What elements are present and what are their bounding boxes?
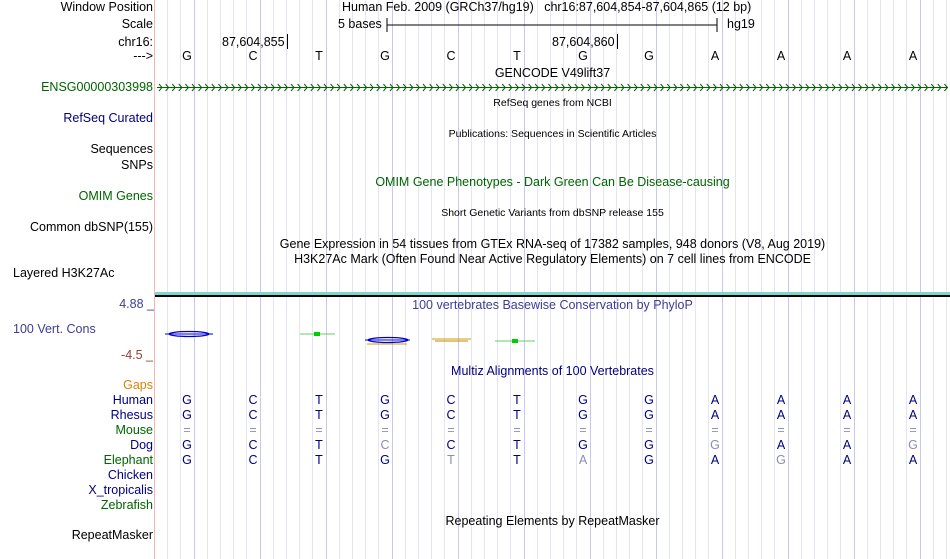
reference-base: G — [644, 49, 654, 63]
aligned-base: C — [380, 438, 390, 452]
aligned-base: G — [908, 438, 918, 452]
reference-base: C — [248, 49, 258, 63]
reference-base: A — [776, 49, 786, 63]
aligned-base: T — [513, 438, 521, 452]
aligned-base: G — [644, 408, 654, 422]
aligned-base: G — [644, 438, 654, 452]
aligned-base: G — [776, 453, 786, 467]
aligned-base: G — [182, 453, 192, 467]
aligned-base: A — [776, 408, 786, 422]
phylop-track-title[interactable]: 100 vertebrates Basewise Conservation by PhyloP — [412, 298, 693, 312]
coordinate-860: 87,604,860 — [552, 35, 615, 49]
reference-base: C — [446, 49, 456, 63]
window-position-value: Human Feb. 2009 (GRCh37/hg19) chr16:87,604,854-87,604,865 (12 bp) — [342, 0, 752, 14]
aligned-base: A — [842, 408, 852, 422]
aligned-base: = — [645, 423, 653, 437]
aligned-base: = — [183, 423, 191, 437]
aligned-base: = — [381, 423, 389, 437]
window-position-label: Window Position — [60, 0, 153, 14]
chrom-label: chr16: — [118, 35, 153, 49]
sequences-track-label[interactable]: Sequences — [90, 142, 153, 156]
aligned-base: T — [315, 453, 323, 467]
reference-base: T — [513, 49, 521, 63]
omim-track-label[interactable]: OMIM Genes — [78, 189, 153, 203]
aligned-base: T — [315, 393, 323, 407]
aligned-base: A — [842, 393, 852, 407]
aligned-base: G — [380, 393, 390, 407]
multiz-track-title[interactable]: Multiz Alignments of 100 Vertebrates — [451, 364, 654, 378]
aligned-base: = — [777, 423, 785, 437]
aligned-base: = — [513, 423, 521, 437]
aligned-base: G — [380, 453, 390, 467]
reference-base: A — [842, 49, 852, 63]
aligned-base: G — [578, 408, 588, 422]
aligned-base: = — [249, 423, 257, 437]
aligned-base: C — [446, 393, 456, 407]
phylop-min-value: -4.5 _ — [121, 348, 153, 362]
repeatmasker-track-label[interactable]: RepeatMasker — [71, 528, 153, 542]
aligned-base: A — [776, 393, 786, 407]
aligned-base: G — [182, 393, 192, 407]
phylop-max-value: 4.88 _ — [119, 297, 154, 311]
aligned-base: A — [908, 453, 918, 467]
aligned-base: A — [776, 438, 786, 452]
aligned-base: A — [842, 438, 852, 452]
conservation-separator-bar — [155, 292, 950, 297]
refseq-track-label[interactable]: RefSeq Curated — [63, 111, 153, 125]
aligned-base: T — [447, 453, 455, 467]
aligned-base: C — [446, 438, 456, 452]
aligned-base: G — [644, 393, 654, 407]
reference-base: G — [182, 49, 192, 63]
h3k27ac-track-title[interactable]: H3K27Ac Mark (Often Found Near Active Regulatory Elements) on 7 cell lines from ENCODE — [294, 252, 811, 266]
scale-label: Scale — [121, 17, 153, 31]
reference-base: T — [315, 49, 323, 63]
aligned-base: = — [843, 423, 851, 437]
phylop-track-label[interactable]: 100 Vert. Cons — [13, 322, 96, 336]
scale-text: 5 bases — [338, 17, 382, 31]
species-label[interactable]: Human — [112, 393, 153, 407]
aligned-base: G — [182, 408, 192, 422]
aligned-base: T — [315, 438, 323, 452]
scale-bar — [385, 16, 721, 34]
assembly-name: hg19 — [727, 17, 755, 31]
aligned-base: = — [447, 423, 455, 437]
snps-track-label[interactable]: SNPs — [121, 158, 153, 172]
gtex-track-title[interactable]: Gene Expression in 54 tissues from GTEx RNA-seq of 17382 samples, 948 donors (V8, Aug 2019) — [279, 237, 826, 251]
aligned-base: C — [248, 453, 258, 467]
reference-base: A — [710, 49, 720, 63]
coordinate-tick-860 — [617, 34, 618, 49]
gencode-gene-arrows[interactable] — [157, 82, 948, 93]
aligned-base: G — [578, 393, 588, 407]
aligned-base: A — [710, 453, 720, 467]
aligned-base: A — [710, 393, 720, 407]
aligned-base: A — [842, 453, 852, 467]
label-divider — [154, 0, 155, 559]
reference-base: G — [380, 49, 390, 63]
dbsnp-track-title[interactable]: Short Genetic Variants from dbSNP release 155 — [441, 207, 664, 219]
h3k27ac-track-label[interactable]: Layered H3K27Ac — [13, 266, 115, 280]
aligned-base: A — [578, 453, 588, 467]
aligned-base: G — [380, 408, 390, 422]
species-label[interactable]: Chicken — [107, 468, 153, 482]
coordinate-855: 87,604,855 — [222, 35, 285, 49]
gencode-track-title[interactable]: GENCODE V49lift37 — [494, 66, 611, 80]
aligned-base: G — [578, 438, 588, 452]
aligned-base: C — [248, 438, 258, 452]
gencode-gene-label[interactable]: ENSG00000303998 — [41, 80, 153, 94]
reference-base: G — [578, 49, 588, 63]
aligned-base: T — [513, 393, 521, 407]
aligned-base: C — [446, 408, 456, 422]
aligned-base: = — [711, 423, 719, 437]
omim-track-title[interactable]: OMIM Gene Phenotypes - Dark Green Can Be Disease-causing — [375, 175, 730, 189]
species-label[interactable]: X_tropicalis — [88, 483, 153, 497]
aligned-base: T — [513, 408, 521, 422]
species-label[interactable]: Mouse — [115, 423, 153, 437]
aligned-base: T — [315, 408, 323, 422]
aligned-base: = — [315, 423, 323, 437]
aligned-base: A — [908, 393, 918, 407]
strand-label: ---> — [133, 49, 153, 63]
aligned-base: = — [909, 423, 917, 437]
aligned-base: = — [579, 423, 587, 437]
aligned-base: G — [710, 438, 720, 452]
gaps-track-label[interactable]: Gaps — [123, 378, 153, 392]
aligned-base: C — [248, 408, 258, 422]
reference-base: A — [908, 49, 918, 63]
coordinate-tick-855 — [287, 34, 288, 49]
aligned-base: C — [248, 393, 258, 407]
aligned-base: A — [908, 408, 918, 422]
refseq-track-title[interactable]: RefSeq genes from NCBI — [493, 97, 612, 109]
species-label[interactable]: Zebrafish — [100, 498, 153, 512]
aligned-base: T — [513, 453, 521, 467]
species-label[interactable]: Elephant — [103, 453, 153, 467]
aligned-base: A — [710, 408, 720, 422]
species-label[interactable]: Rhesus — [110, 408, 153, 422]
publications-track-title[interactable]: Publications: Sequences in Scientific Articles — [448, 128, 657, 140]
aligned-base: G — [182, 438, 192, 452]
repeatmasker-track-title[interactable]: Repeating Elements by RepeatMasker — [445, 514, 660, 528]
species-label[interactable]: Dog — [130, 438, 153, 452]
phylop-signal — [155, 315, 950, 365]
dbsnp-track-label[interactable]: Common dbSNP(155) — [30, 220, 153, 234]
aligned-base: G — [644, 453, 654, 467]
